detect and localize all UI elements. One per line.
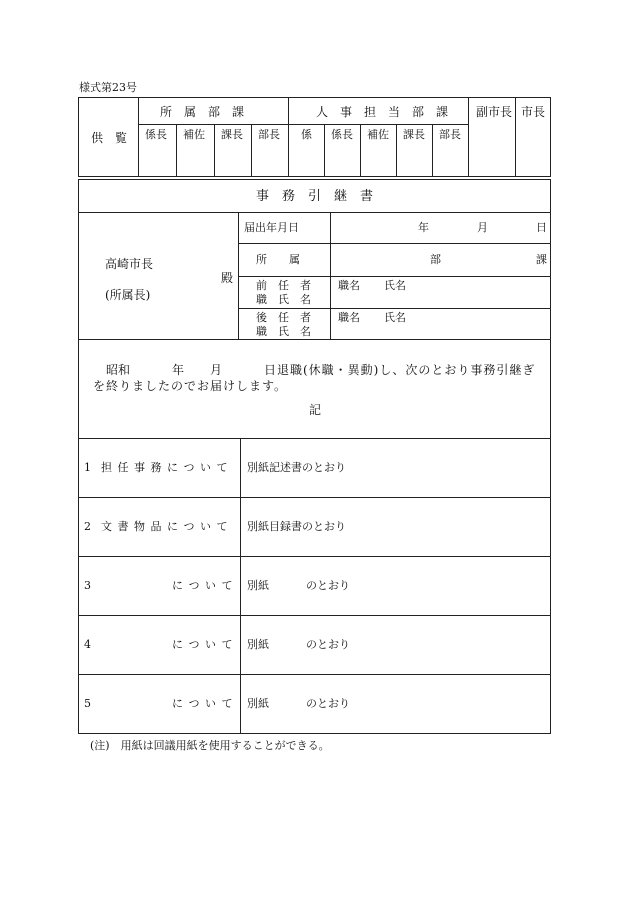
role-hr-hosa: 補佐 [367, 128, 389, 141]
item-number: 4 [84, 638, 91, 651]
role-hr-kakaricho: 係長 [331, 128, 353, 141]
item-value-prefix: 別紙 [247, 638, 269, 651]
ki-label: 記 [309, 403, 322, 417]
item-value: 別紙目録書のとおり [247, 520, 346, 533]
item-value-suffix: のとおり [306, 697, 350, 710]
successor-label-2: 職 氏 名 [256, 325, 311, 338]
statement-line1: 日退職(休職・異動)し、次のとおり事務引継ぎ [264, 363, 536, 377]
form-number: 様式第23号 [79, 81, 137, 94]
item-number: 3 [84, 579, 91, 592]
kyoran-label: 供 覧 [91, 131, 128, 145]
item-label: に つ い て [172, 579, 234, 592]
role-hr-kacho: 課長 [403, 128, 425, 141]
date-label: 届出年月日 [244, 221, 299, 234]
date-year: 年 [418, 221, 429, 234]
footnote: (注) 用紙は回議用紙を使用することができる。 [90, 739, 330, 752]
item-label: 文 書 物 品 に つ い て [101, 520, 229, 533]
affiliation-label: 所 属 [256, 253, 300, 266]
item-value-suffix: のとおり [306, 579, 350, 592]
predecessor-label-2: 職 氏 名 [256, 293, 311, 306]
item-number: 2 [84, 520, 91, 533]
predecessor-title-field: 職名 [338, 279, 360, 292]
item-value-prefix: 別紙 [247, 579, 269, 592]
item-label: に つ い て [172, 697, 234, 710]
predecessor-label: 前 任 者 [256, 279, 311, 292]
statement-month: 月 [210, 363, 223, 377]
mayor-header: 市長 [521, 105, 546, 119]
role-hr-kakari: 係 [301, 128, 312, 141]
addressee-supervisor: (所属長) [105, 288, 151, 302]
item-number: 5 [84, 697, 91, 710]
predecessor-name-field: 氏名 [384, 279, 406, 292]
item-label: 担 任 事 務 に つ い て [101, 461, 229, 474]
role-dept-hosa: 補佐 [183, 128, 205, 141]
statement-era: 昭和 [106, 363, 131, 377]
item-value: 別紙記述書のとおり [247, 461, 346, 474]
date-day: 日 [536, 221, 547, 234]
statement-year: 年 [172, 363, 185, 377]
successor-title-field: 職名 [338, 311, 360, 324]
statement-line2: を終りましたのでお届けします。 [93, 379, 288, 393]
item-value-prefix: 別紙 [247, 697, 269, 710]
affiliation-section: 課 [536, 253, 547, 266]
item-number: 1 [84, 461, 91, 474]
affiliation-dept: 部 [430, 253, 441, 266]
hr-group-header: 人 事 担 当 部 課 [316, 105, 449, 119]
document-title: 事 務 引 継 書 [256, 189, 374, 204]
date-month: 月 [477, 221, 488, 234]
role-dept-kakaricho: 係長 [145, 128, 167, 141]
role-dept-kacho: 課長 [221, 128, 243, 141]
successor-label: 後 任 者 [256, 311, 311, 324]
role-hr-bucho: 部長 [439, 128, 461, 141]
item-value-suffix: のとおり [306, 638, 350, 651]
item-label: に つ い て [172, 638, 234, 651]
dept-group-header: 所 属 部 課 [160, 105, 245, 119]
vice-mayor-header: 副市長 [476, 105, 513, 119]
successor-name-field: 氏名 [384, 311, 406, 324]
role-dept-bucho: 部長 [258, 128, 280, 141]
addressee-mayor: 高崎市長 [105, 257, 154, 271]
honorific: 殿 [221, 271, 234, 285]
